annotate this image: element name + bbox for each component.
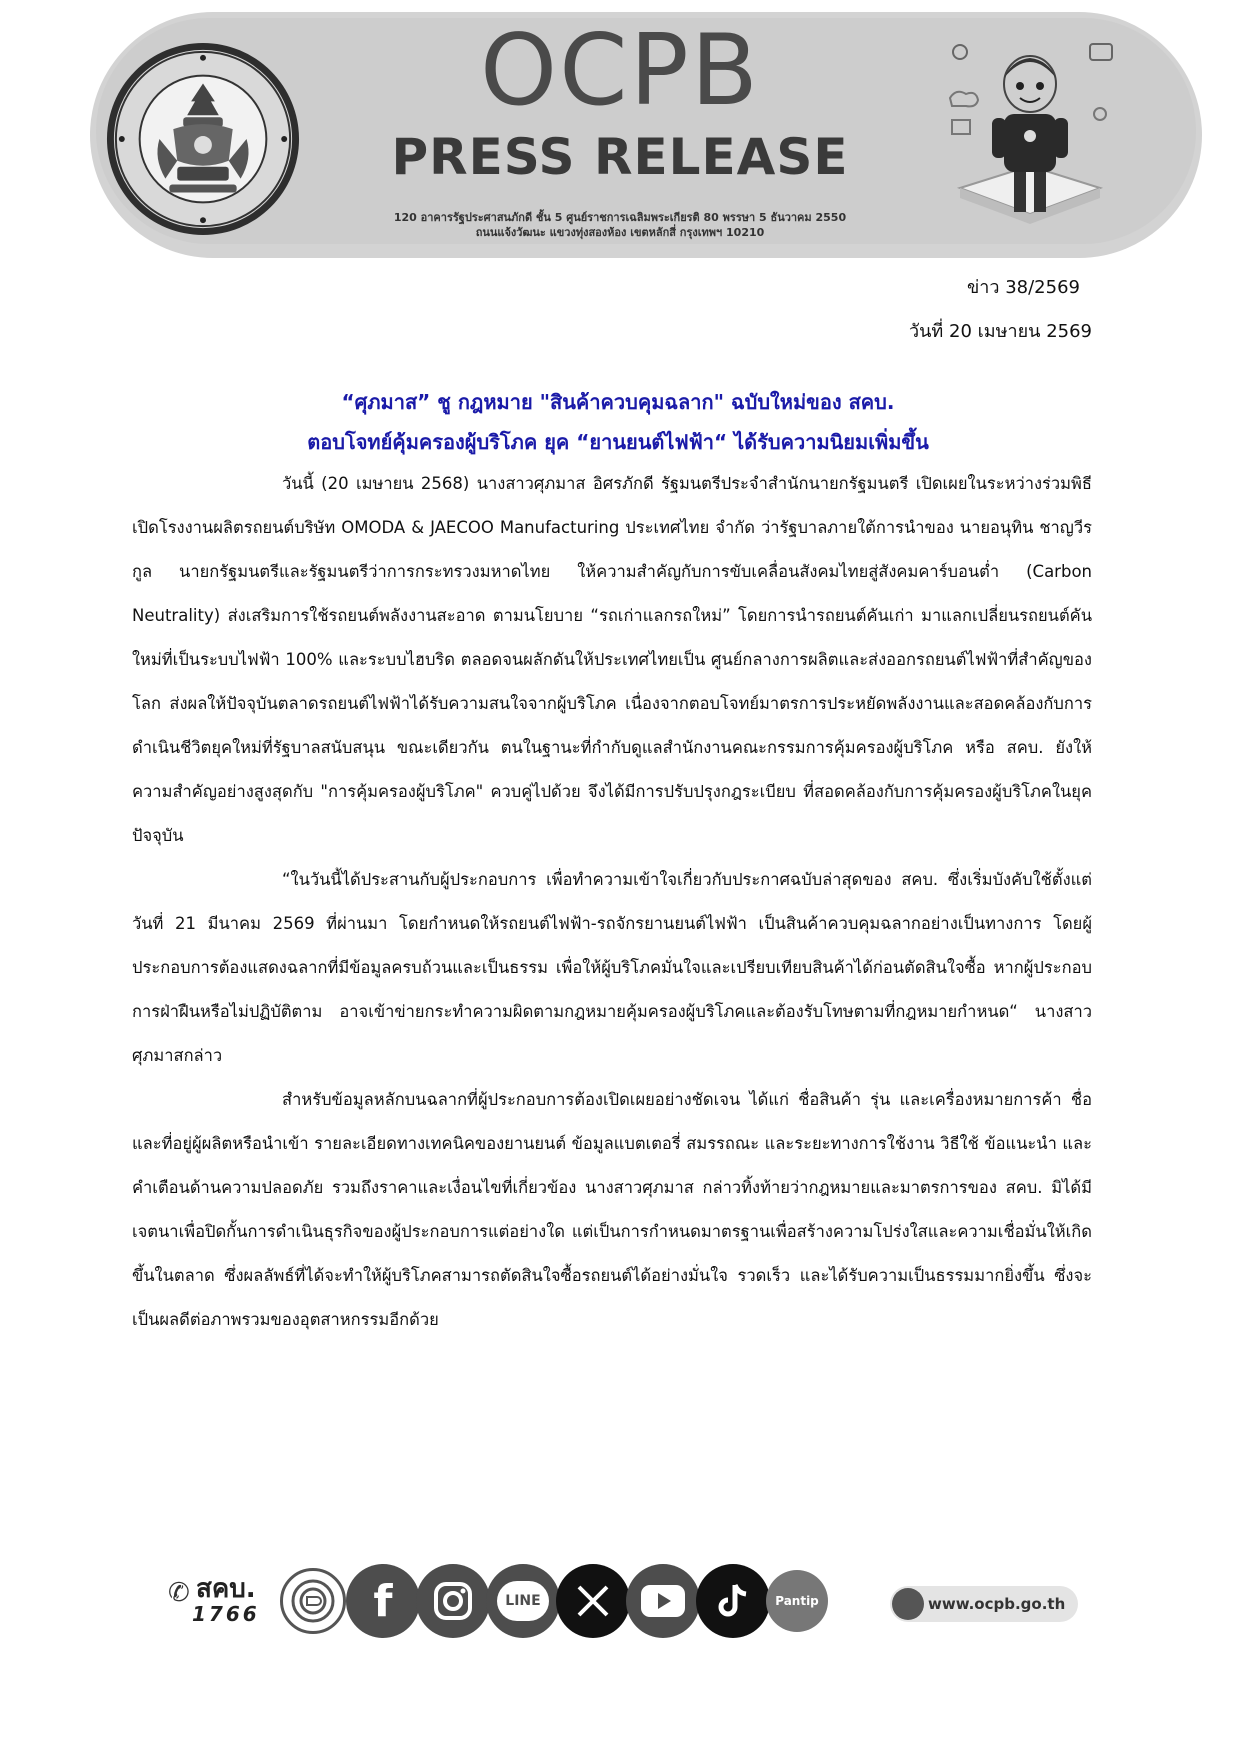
tiktok-icon[interactable] xyxy=(696,1564,770,1638)
press-release-body xyxy=(132,462,1092,1342)
ocpb-seal-logo xyxy=(104,40,302,238)
address-line-2: ถนนแจ้งวัฒนะ แขวงทุ่งสองห้อง เขตหลักสี่ กรุงเทพฯ 10210 xyxy=(475,226,765,239)
line-label: LINE xyxy=(505,1593,541,1609)
headline-line-2: ตอบโจทย์คุ้มครองผู้บริโภค ยุค “ยานยนต์ไฟฟ้า“ ได้รับความนิยมเพิ่มขึ้น xyxy=(307,430,929,454)
instagram-icon[interactable] xyxy=(416,1564,490,1638)
body-paragraph-3: สำหรับข้อมูลหลักบนฉลากที่ผู้ประกอบการต้องเปิดเผยอย่างชัดเจน ได้แก่ ชื่อสินค้า รุ่น และเครื่องหมายการค้า ชื่อและที่อยู่ผู้ผลิตหรือนำเข้า รายละเอียดทางเทคนิคของยานยนต์ ข้อมูลแบตเตอรี่ สมรรถณะ และระยะทางการใช้งาน วิธีใช้ ข้อแนะนำ และคำเตือนด้านความปลอดภัย รวมถึงราคาและเงื่อนไขที่เกี่ยวข้อง นางสาวศุภมาส กล่าวทิ้งท้ายว่ากฎหมายและมาตรการของ สคบ. มิได้มีเจตนาเพื่อปิดกั้นการดำเนินธุรกิจของผู้ประกอบการแต่อย่างใด แต่เป็นการกำหนดมาตรฐานเพื่อสร้างความโปร่งใสและความเชื่อมั่นให้เกิดขึ้นในตลาด ซึ่งผลลัพธ์ที่ได้จะทำให้ผู้บริโภคสามารถตัดสินใจซื้อรถยนต์ได้อย่างมั่นใจ รวดเร็ว และได้รับความเป็นธรรมมากยิ่งขึ้น ซึ่งจะเป็นผลดีต่อภาพรวมของอุตสาหกรรมอีกด้วย xyxy=(132,1090,1092,1329)
hotline-badge[interactable] xyxy=(168,1568,280,1632)
youtube-icon[interactable] xyxy=(626,1564,700,1638)
headline-line-1: “ศุภมาส” ชู กฎหมาย "สินค้าควบคุมฉลาก" ฉบับใหม่ของ สคบ. xyxy=(341,390,895,414)
hotline-label: สคบ. xyxy=(196,1574,256,1604)
phone-icon: ✆ xyxy=(168,1578,190,1608)
address-line-1: 120 อาคารรัฐประศาสนภักดี ชั้น 5 ศูนย์ราชการเฉลิมพระเกียรติ 80 พรรษา 5 ธันวาคม 2550 xyxy=(393,211,847,224)
website-url: www.ocpb.go.th xyxy=(928,1595,1066,1613)
facebook-icon[interactable]: f xyxy=(346,1564,420,1638)
pantip-label: Pantip xyxy=(775,1594,819,1608)
office-address xyxy=(320,210,920,240)
ocpb-emblem-icon xyxy=(289,1577,337,1625)
pantip-icon[interactable] xyxy=(766,1570,828,1632)
globe-icon xyxy=(892,1588,924,1620)
document-date: วันที่ 20 เมษายน 2569 xyxy=(909,321,1092,342)
body-paragraph-1: วันนี้ (20 เมษายน 2568) นางสาวศุภมาส อิศรภักดี รัฐมนตรีประจำสำนักนายกรัฐมนตรี เปิดเผยในระหว่างร่วมพิธีเปิดโรงงานผลิตรถยนต์บริษัท OMODA & JAECOO Manufacturing ประเทศไทย จำกัด ว่ารัฐบาลภายใต้การนำของ นายอนุทิน ชาญวีรกูล นายกรัฐมนตรีและรัฐมนตรีว่าการกระทรวงมหาดไทย ให้ความสำคัญกับการขับเคลื่อนสังคมไทยสู่สังคมคาร์บอนต่ำ (Carbon Neutrality) ส่งเสริมการใช้รถยนต์พลังงานสะอาด ตามนโยบาย “รถเก่าแลกรถใหม่” โดยการนำรถยนต์คันเก่า มาแลกเปลี่ยนรถยนต์คันใหม่ที่เป็นระบบไฟฟ้า 100% และระบบไฮบริด ตลอดจนผลักดันให้ประเทศไทยเป็น ศูนย์กลางการผลิตและส่งออกรถยนต์ไฟฟ้าที่สำคัญของโลก ส่งผลให้ปัจจุบันตลาดรถยนต์ไฟฟ้าได้รับความสนใจจากผู้บริโภค เนื่องจากตอบโจทย์มาตรการประหยัดพลังงานและสอดคล้องกับการดำเนินชีวิตยุคใหม่ที่รัฐบาลสนับสนุน ขณะเดียวกัน ตนในฐานะที่กำกับดูแลสำนักงานคณะกรรมการคุ้มครองผู้บริโภค หรือ สคบ. ยังให้ความสำคัญอย่างสูงสุดกับ "การคุ้มครองผู้บริโภค" ควบคู่ไปด้วย จึงได้มีการปรับปรุงกฎระเบียบ ที่สอดคล้องกับการคุ้มครองผู้บริโภคในยุคปัจจุบัน xyxy=(132,474,1092,845)
x-icon[interactable] xyxy=(556,1564,630,1638)
social-footer xyxy=(168,1554,1088,1646)
website-link[interactable] xyxy=(890,1586,1078,1622)
hotline-number: 1766 xyxy=(192,1602,260,1626)
document-number: ข่าว 38/2569 xyxy=(966,277,1080,298)
body-paragraph-2: “ในวันนี้ได้ประสานกับผู้ประกอบการ เพื่อทำความเข้าใจเกี่ยวกับประกาศฉบับล่าสุดของ สคบ. ซึ่งเริ่มบังคับใช้ตั้งแต่วันที่ 21 มีนาคม 2569 ที่ผ่านมา โดยกำหนดให้รถยนต์ไฟฟ้า-รถจักรยานยนต์ไฟฟ้า เป็นสินค้าควบคุมฉลากอย่างเป็นทางการ โดยผู้ประกอบการต้องแสดงฉลากที่มีข้อมูลครบถ้วนและเป็นธรรม เพื่อให้ผู้บริโภคมั่นใจและเปรียบเทียบสินค้าได้ก่อนตัดสินใจซื้อ หากผู้ประกอบการฝ่าฝืนหรือไม่ปฏิบัติตาม อาจเข้าข่ายกระทำความผิดตามกฎหมายคุ้มครองผู้บริโภคและต้องรับโทษตามที่กฎหมายกำหนด“ นางสาวศุภมาสกล่าว xyxy=(132,870,1092,1065)
ocpb-logo-icon[interactable] xyxy=(280,1568,346,1634)
ocpb-logo-text: OCPB xyxy=(480,14,760,128)
line-icon[interactable] xyxy=(486,1564,560,1638)
press-release-title: PRESS RELEASE xyxy=(391,128,849,186)
mascot-illustration xyxy=(940,38,1120,238)
